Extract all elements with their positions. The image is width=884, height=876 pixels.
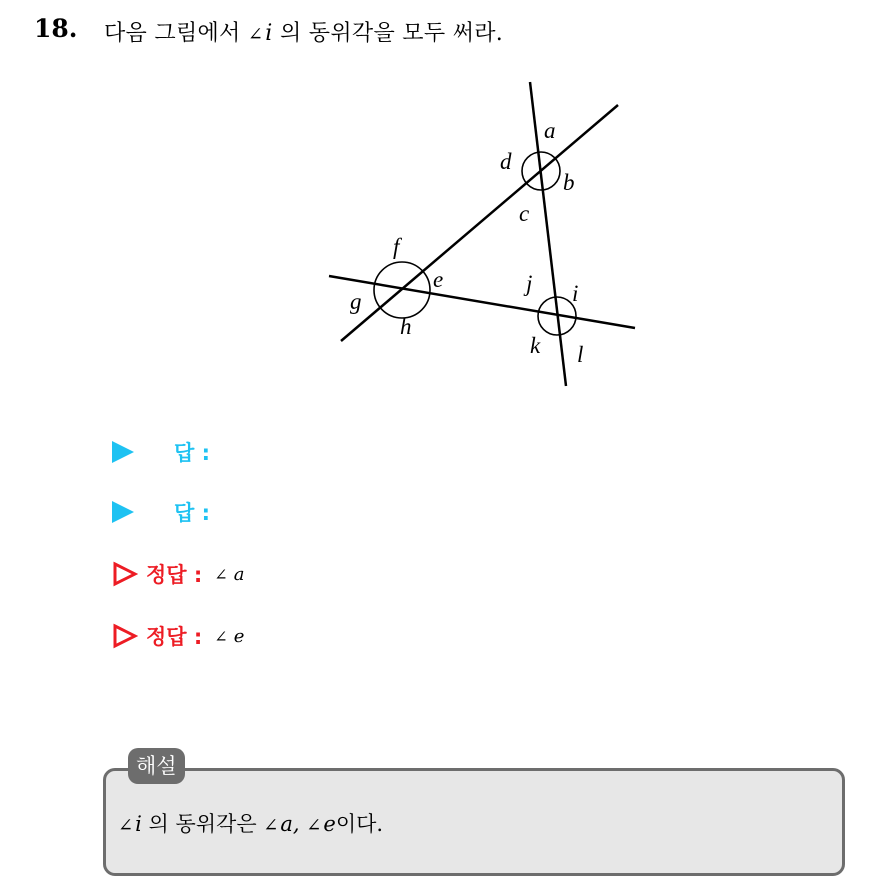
correct-answer-value: ∠ a	[214, 563, 245, 585]
label-a: a	[544, 118, 556, 143]
play-triangle-icon	[112, 441, 134, 463]
correct-answer-label: 정답 :	[146, 625, 203, 649]
explanation-tag: 해설	[128, 748, 185, 784]
angle-variable: i	[265, 21, 273, 46]
outline-triangle-icon	[112, 561, 138, 587]
correct-answer-row-2	[112, 621, 244, 651]
angle-symbol: ∠	[247, 24, 264, 45]
label-h: h	[400, 314, 412, 339]
question-text	[104, 16, 503, 47]
correct-answer-label: 정답 :	[146, 563, 203, 587]
label-g: g	[350, 289, 362, 314]
label-b: b	[563, 170, 575, 195]
answer-row-1	[112, 437, 210, 467]
label-e: e	[433, 267, 444, 292]
label-k: k	[530, 333, 541, 358]
answer-label: 답 :	[174, 501, 211, 525]
label-c: c	[519, 201, 530, 226]
label-d: d	[500, 149, 512, 174]
label-l: l	[577, 342, 584, 367]
correct-answer-row-1	[112, 559, 244, 589]
question-text-before: 다음 그림에서	[104, 21, 241, 46]
label-f: f	[393, 234, 400, 259]
label-j: j	[526, 271, 533, 296]
label-i: i	[572, 281, 579, 306]
answer-row-2	[112, 497, 210, 527]
play-triangle-icon	[112, 501, 134, 523]
outline-triangle-icon	[112, 623, 138, 649]
correct-answer-value: ∠ e	[214, 625, 245, 647]
angle-figure	[320, 78, 650, 398]
explanation-text: ∠i 의 동위각은 ∠a, ∠e이다.	[118, 812, 384, 836]
answer-label: 답 :	[174, 441, 211, 465]
question-number: 18.	[34, 14, 78, 43]
question-text-after: 의 동위각을 모두 써라.	[279, 21, 504, 46]
